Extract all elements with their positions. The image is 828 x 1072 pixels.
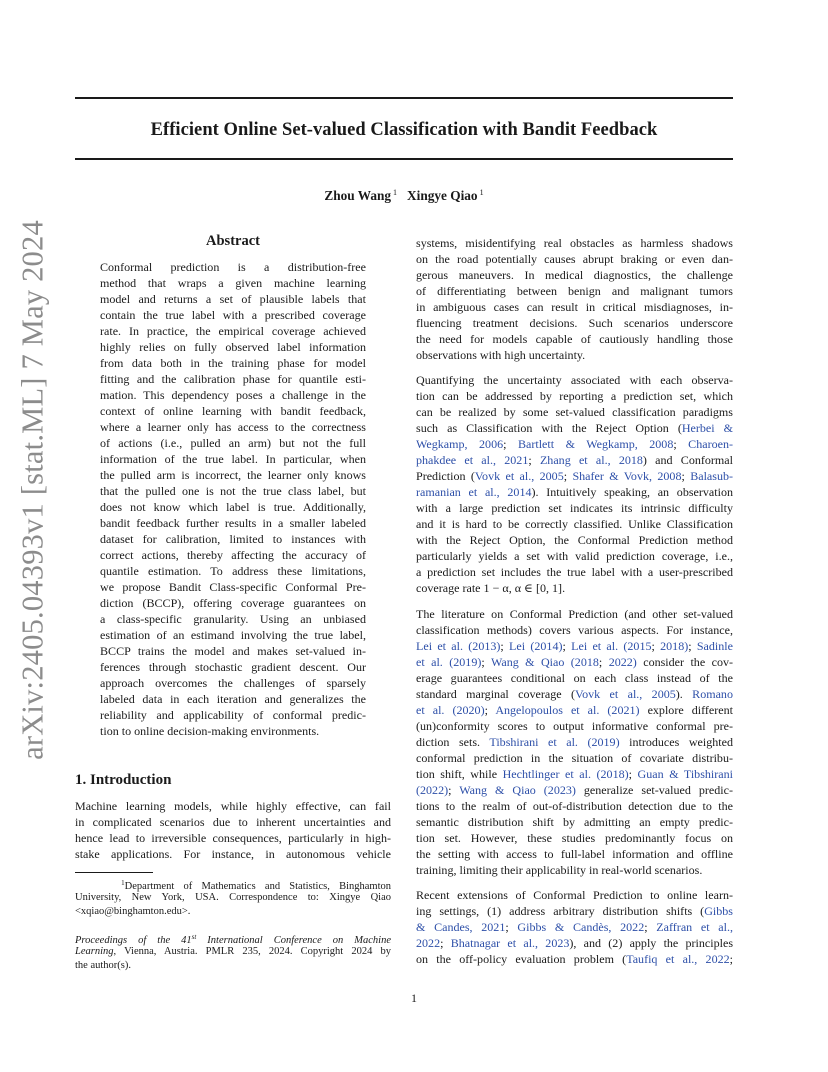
proceedings-line: Learning, Vienna, Austria. PMLR 235, 2024. Copyright 2024 by bbox=[75, 945, 391, 957]
text-line: we propose Bandit Class-specific Conformal Pre- bbox=[100, 580, 366, 594]
citation-link[interactable]: Lei et al. (2015 bbox=[571, 639, 652, 653]
text-line: dataset for calibration, limited to instances with bbox=[100, 532, 366, 546]
citation-link[interactable]: Hechtlinger et al. (2018) bbox=[502, 767, 629, 781]
text-line: from data both in the training phase for model bbox=[100, 356, 366, 370]
citation-link[interactable]: Vovk et al., 2005 bbox=[574, 687, 676, 701]
abstract-heading: Abstract bbox=[206, 233, 260, 249]
text-line: approach overcomes the challenges of sparsely bbox=[100, 676, 366, 690]
text-line: method that wraps a given machine learning bbox=[100, 276, 366, 290]
page-number: 1 bbox=[411, 991, 417, 1005]
author-affiliation-mark: 1 bbox=[393, 188, 398, 197]
text-line: bandit feedback further results in a smaller labeled bbox=[100, 516, 366, 530]
citation-link[interactable]: 2018) bbox=[660, 639, 689, 653]
text-line: that the pulled one is not the true class label, but bbox=[100, 484, 366, 498]
proceedings-line: Proceedings of the 41st International Conference on Machine bbox=[75, 933, 391, 946]
author-name: Xingye Qiao bbox=[407, 188, 478, 203]
text-line: estimation of an estimand involving the true label, bbox=[100, 628, 366, 642]
footnote-line: <xqiao@binghamton.edu>. bbox=[75, 906, 191, 917]
footnote-affiliation bbox=[75, 876, 391, 920]
footnote-rule bbox=[75, 872, 153, 873]
footnote-line: $^1$Department of Mathematics and Statistics, Binghamton bbox=[121, 879, 391, 892]
citation-link[interactable]: Guan & Tibshirani bbox=[637, 767, 733, 781]
citation-link[interactable]: ramanian et al., 2014 bbox=[416, 485, 532, 499]
text-line: of differentiating between benign and malignant tumors bbox=[416, 284, 733, 298]
citation-link[interactable]: Wang & Qiao (2018 bbox=[490, 655, 599, 669]
citation-link[interactable]: Herbei & bbox=[681, 421, 733, 435]
text-line: in ambiguous cases can result in critical misdiagnoses, in- bbox=[416, 300, 733, 314]
text-line: systems, misidentifying real obstacles as harmless shadows bbox=[416, 236, 733, 250]
citation-link[interactable]: Zaffran et al., bbox=[656, 920, 734, 934]
footnote-line: University, New York, USA. Correspondence to: Xingye Qiao bbox=[75, 891, 391, 903]
text-line: ferences through stochastic gradient descent. Our bbox=[100, 660, 366, 674]
text-line: the pulled arm is incorrect, the learner only knows bbox=[100, 468, 366, 482]
citation-link[interactable]: & Candes, 2021 bbox=[416, 920, 506, 934]
text-line: does not know which label is true. Additionally, bbox=[100, 500, 366, 514]
text-line: in complicated scenarios due to inherent uncertainties and bbox=[75, 815, 391, 829]
paper-title: Efficient Online Set-valued Classification with Bandit Feedback bbox=[150, 120, 658, 140]
citation-link[interactable]: Sadinle bbox=[696, 639, 733, 653]
text-line: hence lead to irreversible consequences, particularly in high- bbox=[75, 831, 391, 845]
citation-link[interactable]: phakdee et al., 2021 bbox=[416, 453, 529, 467]
text-line: information of the true label. In particular, when bbox=[100, 452, 366, 466]
citation-link[interactable]: 2022) bbox=[608, 655, 637, 669]
citation-link[interactable]: Wang & Qiao (2023) bbox=[459, 783, 576, 797]
introduction-paragraph bbox=[75, 798, 391, 862]
column2-paragraph-1 bbox=[416, 235, 733, 363]
text-line: stake applications. For instance, in autonomous vehicle bbox=[75, 847, 391, 861]
column2-paragraph-3: The literature on Conformal Prediction (and other set-valued classification methods) covers various aspects. For instance, Lei et al. (2013); Lei (2014); Lei et al. (2015; 2018); Sadinle et al. (2019); Wang & Qiao (2018; 2022) consider the cov- erage guarantees conditional on each class instead of the standard marginal coverage (Vovk et al., 2005). Romano et al. (2020); Angelopoulos et al. (2021) explore different (un)conformity scores to output informative conformal pre- diction sets. Tibshirani et al. (2019) introduces weighted conformal prediction in the situation of covariate distribu- tion shift, while Hechtlinger et al. (2018); Guan & Tibshirani (2022); Wang & Qiao (2023) generalize set-valued predic- tions to the realm of out-of-distribution detection due to the semantic distribution shift by admitting an empty predic- tion set. However, these studies predominantly focus on the setting with access to full-label information and offline training, limiting their applicability in real-world scenarios. bbox=[416, 607, 733, 877]
text-line: Conformal prediction is a distribution-free bbox=[100, 260, 366, 274]
text-line: contain the true label with a prescribed coverage bbox=[100, 308, 366, 322]
citation-link[interactable]: (2022) bbox=[416, 783, 449, 797]
title-rule-bottom bbox=[75, 158, 733, 160]
citation-link[interactable]: Taufiq et al., 2022 bbox=[626, 952, 730, 966]
text-line: gerous maneuvers. In medical diagnostics, the challenge bbox=[416, 268, 733, 282]
citation-link[interactable]: Lei (2014) bbox=[509, 639, 563, 653]
text-line: correct actions, thereby affecting the accuracy of bbox=[100, 548, 366, 562]
text-line: highly relies on fully observed label information bbox=[100, 340, 366, 354]
citation-link[interactable]: Tibshirani et al. (2019) bbox=[489, 735, 620, 749]
citation-link[interactable]: Bartlett & Wegkamp, 2008 bbox=[517, 437, 674, 451]
text-line: mation. This dependency poses a challenge in the bbox=[100, 388, 366, 402]
abstract-body bbox=[100, 259, 366, 739]
citation-link[interactable]: Shafer & Vovk, 2008 bbox=[572, 469, 682, 483]
text-line: labeled data in each iteration and generalizes the bbox=[100, 692, 366, 706]
citation-link[interactable]: 2022 bbox=[416, 936, 441, 950]
author-name: Zhou Wang bbox=[324, 188, 392, 203]
text-line: model and returns a set of plausible labels that bbox=[100, 292, 366, 306]
text-line: observations with high uncertainty. bbox=[416, 348, 586, 362]
arxiv-identifier-text: arXiv:2405.04393v1 [stat.ML] 7 May 2024 bbox=[15, 220, 50, 760]
column2-paragraph-2: Quantifying the uncertainty associated with each observa- tion can be addressed by reporting a prediction set, which can be realized by some set-valued classification paradigms such as Classification with the Reject Option (Herbei & Wegkamp, 2006; Bartlett & Wegkamp, 2008; Charoen- phakdee et al., 2021; Zhang et al., 2018) and Conformal Prediction (Vovk et al., 2005; Shafer & Vovk, 2008; Balasub- ramanian et al., 2014). Intuitively speaking, an observation with a large prediction set indicates its intrinsic difficulty and it is hard to be correctly classified. Unlike Classification with the Reject Option, the Conformal Prediction method particularly yields a set with valid prediction coverage, i.e., a prediction set includes the true label with a user-prescribed coverage rate 1 − α, α ∈ [0, 1]. bbox=[416, 373, 734, 595]
text-line: context of online learning with bandit feedback, bbox=[100, 404, 366, 418]
citation-link[interactable]: Bhatnagar et al., 2023 bbox=[450, 936, 570, 950]
citation-link[interactable]: Lei et al. (2013) bbox=[416, 639, 501, 653]
proceedings-line: the author(s). bbox=[75, 960, 131, 971]
author-list bbox=[75, 188, 733, 204]
text-line: quantile estimation. To address these limitations, bbox=[100, 564, 366, 578]
citation-link[interactable]: Zhang et al., 2018 bbox=[539, 453, 643, 467]
text-line: where a learner only has access to the correctness bbox=[100, 420, 366, 434]
footnote-mark: 1 bbox=[121, 879, 125, 887]
citation-link[interactable]: Vovk et al., 2005 bbox=[474, 469, 564, 483]
text-line: on the road potentially causes abrupt braking or even dan- bbox=[416, 252, 733, 266]
title-rule-top bbox=[75, 97, 733, 99]
citation-link[interactable]: et al. (2020) bbox=[416, 703, 485, 717]
text-line: diction (BCCP), offering coverage guarantees on bbox=[100, 596, 366, 610]
citation-link[interactable]: Gibbs bbox=[704, 904, 733, 918]
citation-link[interactable]: Angelopoulos et al. (2021) bbox=[495, 703, 640, 717]
text-line: reliability and applicability of conformal predic- bbox=[100, 708, 366, 722]
citation-link[interactable]: Wegkamp, 2006 bbox=[416, 437, 504, 451]
citation-link[interactable]: Balasub- bbox=[690, 469, 734, 483]
arxiv-identifier-stamp bbox=[2, 220, 64, 760]
text-line: fitting and the calibration phase for quantile esti- bbox=[100, 372, 366, 386]
text-line: a class-specific granularity. Using an unbiased bbox=[100, 612, 366, 626]
author-affiliation-mark: 1 bbox=[479, 188, 484, 197]
text-line: BCCP trains the model and makes set-valued in- bbox=[100, 644, 366, 658]
text-line: rate. In practice, the empirical coverage achieved bbox=[100, 324, 366, 338]
citation-link[interactable]: et al. (2019) bbox=[416, 655, 482, 669]
text-line: of actions (i.e., pulled an arm) but not the full bbox=[100, 436, 366, 450]
citation-link[interactable]: Charoen- bbox=[688, 437, 733, 451]
citation-link[interactable]: Romano bbox=[692, 687, 733, 701]
text-line: the need for models capable of cautiously handling those bbox=[416, 332, 733, 346]
column2-paragraph-4: Recent extensions of Conformal Prediction to online learn- ing settings, (1) address arbitrary distribution shifts (Gibbs & Candes, 2021; Gibbs & Candès, 2022; Zaffran et al., 2022; Bhatnagar et al., 2023), and (2) apply the principles on the off-policy evaluation problem (Taufiq et al., 2022; bbox=[416, 888, 734, 966]
text-line: Machine learning models, while highly effective, can fail bbox=[75, 799, 391, 813]
proceedings-note bbox=[75, 930, 391, 974]
section-heading-introduction: 1. Introduction bbox=[75, 772, 172, 788]
citation-link[interactable]: Gibbs & Candès, 2022 bbox=[517, 920, 645, 934]
text-line: fluencing treatment decisions. Such scenarios underscore bbox=[416, 316, 733, 330]
text-line: tion to online decision-making environments. bbox=[100, 724, 320, 738]
